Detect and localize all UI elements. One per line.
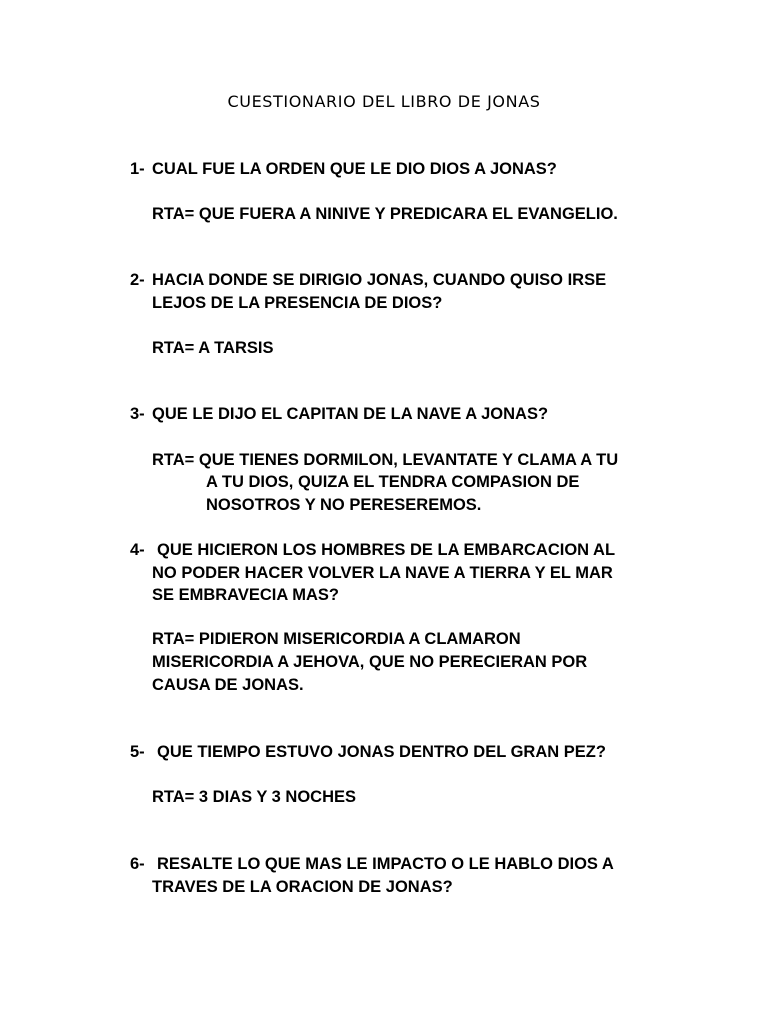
question-number: 5- <box>130 743 145 761</box>
question-text: QUE LE DIJO EL CAPITAN DE LA NAVE A JONAS? <box>152 405 549 423</box>
question-text: HACIA DONDE SE DIRIGIO JONAS, CUANDO QUISO IRSE <box>152 271 607 289</box>
answer-text: CAUSA DE JONAS. <box>152 676 304 694</box>
answer-text: RTA= 3 DIAS Y 3 NOCHES <box>152 788 357 806</box>
question-text: QUE TIEMPO ESTUVO JONAS DENTRO DEL GRAN PEZ? <box>157 743 606 761</box>
question-number: 6- <box>130 855 145 873</box>
question-text: QUE HICIERON LOS HOMBRES DE LA EMBARCACION AL <box>157 541 616 559</box>
question-text: NO PODER HACER VOLVER LA NAVE A TIERRA Y EL MAR <box>152 564 613 582</box>
question-text: LEJOS DE LA PRESENCIA DE DIOS? <box>152 294 443 312</box>
document-title: CUESTIONARIO DEL LIBRO DE JONAS <box>227 92 541 111</box>
answer-text: RTA= A TARSIS <box>152 339 274 357</box>
answer-text: RTA= QUE TIENES DORMILON, LEVANTATE Y CLAMA A TU <box>152 451 619 469</box>
question-number: 4- <box>130 541 145 559</box>
question-number: 2- <box>130 271 145 289</box>
question-text: RESALTE LO QUE MAS LE IMPACTO O LE HABLO DIOS A <box>157 855 614 873</box>
answer-text: RTA= PIDIERON MISERICORDIA A CLAMARON <box>152 630 521 648</box>
answer-text: RTA= QUE FUERA A NINIVE Y PREDICARA EL EVANGELIO. <box>152 205 618 223</box>
answer-text: MISERICORDIA A JEHOVA, QUE NO PERECIERAN POR <box>152 653 588 671</box>
question-number: 1- <box>130 160 145 178</box>
question-text: CUAL FUE LA ORDEN QUE LE DIO DIOS A JONAS? <box>152 160 557 178</box>
question-text: SE EMBRAVECIA MAS? <box>152 586 340 604</box>
answer-text: NOSOTROS Y NO PERESEREMOS. <box>206 496 482 514</box>
question-number: 3- <box>130 405 145 423</box>
answer-text: A TU DIOS, QUIZA EL TENDRA COMPASION DE <box>206 473 580 491</box>
question-text: TRAVES DE LA ORACION DE JONAS? <box>152 878 453 896</box>
